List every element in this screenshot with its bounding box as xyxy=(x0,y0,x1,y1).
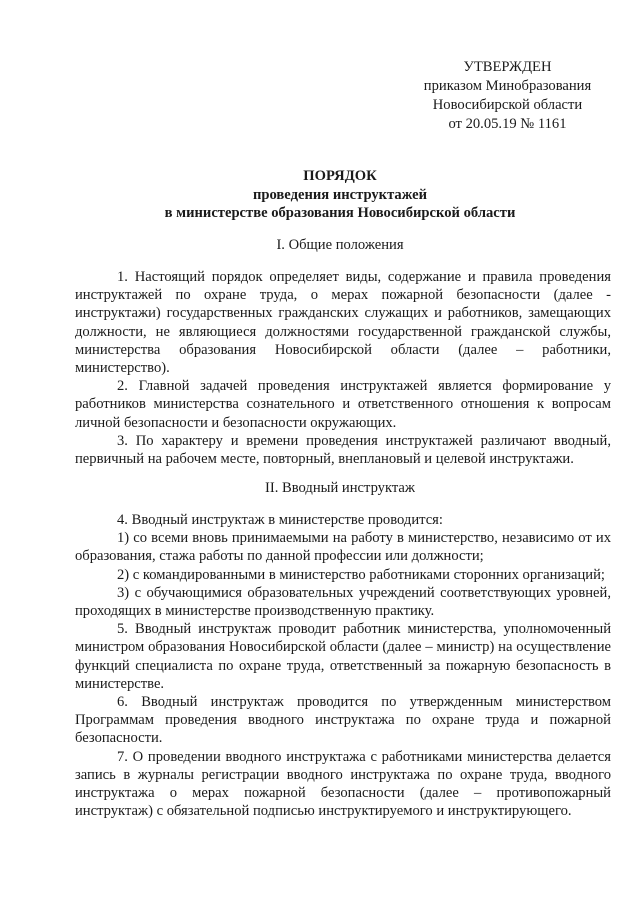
paragraph: 2) с командированными в министерство работниками сторонних организаций; xyxy=(117,566,605,583)
approval-line-1: УТВЕРЖДЕН xyxy=(463,59,552,75)
paragraph: 2. Главной задачей проведения инструктажей является формирование у работников министерства сознательного и ответственного отношения к вопросам личной безопасности и безопасности окружающих. xyxy=(75,378,611,431)
paragraph: 3. По характеру и времени проведения инструктажей различают вводный, первичный на рабочем месте, повторный, внеплановый и целевой инструктажи. xyxy=(75,432,611,468)
document-title xyxy=(70,167,610,223)
section-1-heading: I. Общие положения xyxy=(276,237,404,253)
paragraph: 4. Вводный инструктаж в министерстве проводится: xyxy=(117,512,443,528)
section-1-body xyxy=(75,268,611,468)
title-line-1: ПОРЯДОК xyxy=(303,168,377,184)
approval-stamp xyxy=(400,58,615,134)
title-line-3: в министерстве образования Новосибирской области xyxy=(164,205,516,221)
approval-line-2: приказом Минобразования xyxy=(423,78,592,94)
paragraph: 3) с обучающимися образовательных учреждений соответствующих уровней, проходящих в министерстве производственную практику. xyxy=(75,584,611,620)
paragraph: 1. Настоящий порядок определяет виды, содержание и правила проведения инструктажей по охране труда, о мерах пожарной безопасности (далее - инструктажи) государственных гражданских служащих и работников, замещающих должности, не являющиеся должностями государственной гражданской службы, министерства образования Новосибирской области (далее – работники, министерство). xyxy=(75,269,611,377)
paragraph: 5. Вводный инструктаж проводит работник министерства, уполномоченный министром образования Новосибирской области (далее – министр) на осуществление функций специалиста по охране труда, ответственный за пожарную безопасность в министерстве. xyxy=(75,621,611,692)
section-2-body xyxy=(75,511,611,820)
section-2-heading: II. Вводный инструктаж xyxy=(265,480,415,496)
approval-line-4: от 20.05.19 № 1161 xyxy=(448,116,567,132)
approval-line-3: Новосибирской области xyxy=(432,97,583,113)
paragraph: 1) со всеми вновь принимаемыми на работу в министерство, независимо от их образования, стажа работы по данной профессии или должности; xyxy=(75,530,611,565)
paragraph: 6. Вводный инструктаж проводится по утвержденным министерством Программам проведения вводного инструктажа по охране труда и пожарной безопасности. xyxy=(75,694,611,747)
paragraph: 7. О проведении вводного инструктажа с работниками министерства делается запись в журналы регистрации вводного инструктажа по охране труда, вводного инструктажа о мерах пожарной безопасности (далее – противопожарный инструктаж) с обязательной подписью инструктируемого и инструктирующего. xyxy=(75,748,611,820)
title-line-2: проведения инструктажей xyxy=(252,186,428,203)
